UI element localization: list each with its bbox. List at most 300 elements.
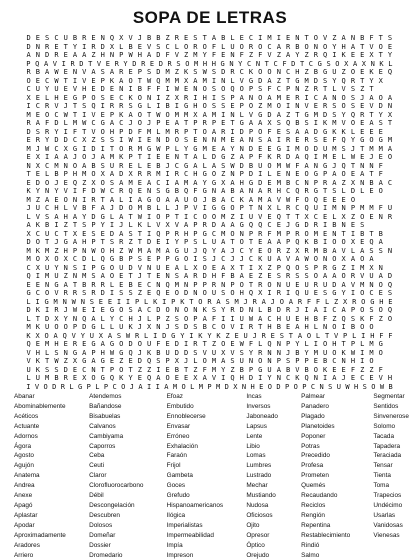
grid-letter[interactable]: X <box>80 136 89 145</box>
grid-letter[interactable]: B <box>172 187 181 196</box>
grid-letter[interactable]: W <box>126 247 135 256</box>
grid-letter[interactable]: L <box>200 238 209 247</box>
grid-letter[interactable]: X <box>265 119 274 128</box>
grid-letter[interactable]: R <box>295 298 304 307</box>
grid-letter[interactable]: L <box>339 187 348 196</box>
grid-letter[interactable]: G <box>237 221 246 230</box>
grid-letter[interactable]: R <box>43 102 52 111</box>
grid-letter[interactable]: D <box>154 51 163 60</box>
grid-letter[interactable]: P <box>154 255 163 264</box>
grid-letter[interactable]: O <box>209 213 218 222</box>
grid-letter[interactable]: O <box>311 34 320 43</box>
grid-letter[interactable]: K <box>117 153 126 162</box>
grid-letter[interactable]: O <box>246 102 255 111</box>
grid-letter[interactable]: A <box>107 170 116 179</box>
grid-letter[interactable]: M <box>219 213 228 222</box>
grid-letter[interactable]: C <box>33 102 42 111</box>
grid-letter[interactable]: A <box>246 196 255 205</box>
grid-letter[interactable]: E <box>274 170 283 179</box>
grid-letter[interactable]: A <box>61 153 70 162</box>
grid-letter[interactable]: U <box>87 332 96 341</box>
grid-letter[interactable]: I <box>70 187 79 196</box>
grid-letter[interactable]: X <box>61 255 70 264</box>
grid-letter[interactable]: F <box>314 298 323 307</box>
grid-letter[interactable]: E <box>209 264 218 273</box>
grid-letter[interactable]: J <box>209 255 218 264</box>
grid-letter[interactable]: G <box>218 60 227 69</box>
grid-letter[interactable]: S <box>52 366 61 375</box>
grid-letter[interactable]: T <box>246 281 255 290</box>
grid-letter[interactable]: M <box>311 247 320 256</box>
grid-letter[interactable]: O <box>376 306 385 315</box>
grid-letter[interactable]: D <box>135 357 144 366</box>
grid-letter[interactable]: E <box>385 43 394 52</box>
grid-letter[interactable]: V <box>367 43 376 52</box>
grid-letter[interactable]: Q <box>293 238 302 247</box>
grid-letter[interactable]: Z <box>89 136 98 145</box>
grid-letter[interactable]: L <box>256 306 265 315</box>
grid-letter[interactable]: Q <box>283 119 292 128</box>
grid-letter[interactable]: E <box>321 136 330 145</box>
grid-letter[interactable]: F <box>367 34 376 43</box>
grid-letter[interactable]: A <box>330 374 339 383</box>
grid-letter[interactable]: E <box>144 162 153 171</box>
grid-letter[interactable]: N <box>237 145 246 154</box>
grid-letter[interactable]: K <box>214 332 223 341</box>
grid-letter[interactable]: N <box>246 136 255 145</box>
grid-letter[interactable]: S <box>154 187 163 196</box>
grid-letter[interactable]: S <box>209 68 218 77</box>
grid-letter[interactable]: E <box>89 34 98 43</box>
grid-letter[interactable]: Z <box>61 357 70 366</box>
grid-letter[interactable]: C <box>110 383 119 392</box>
grid-letter[interactable]: A <box>228 221 237 230</box>
grid-letter[interactable]: O <box>277 298 286 307</box>
grid-letter[interactable]: G <box>52 281 61 290</box>
grid-letter[interactable]: D <box>289 60 298 69</box>
grid-letter[interactable]: A <box>89 68 98 77</box>
grid-letter[interactable]: P <box>135 68 144 77</box>
grid-letter[interactable]: F <box>330 136 339 145</box>
grid-letter[interactable]: R <box>302 136 311 145</box>
grid-letter[interactable]: E <box>61 51 70 60</box>
grid-letter[interactable]: S <box>98 68 107 77</box>
grid-letter[interactable]: M <box>43 247 52 256</box>
grid-letter[interactable]: S <box>126 230 135 239</box>
grid-letter[interactable]: H <box>274 315 283 324</box>
grid-letter[interactable]: L <box>330 85 339 94</box>
grid-letter[interactable]: I <box>80 264 89 273</box>
grid-letter[interactable]: N <box>191 85 200 94</box>
grid-letter[interactable]: S <box>219 162 228 171</box>
grid-letter[interactable]: A <box>219 196 228 205</box>
grid-letter[interactable]: M <box>172 281 181 290</box>
grid-letter[interactable]: O <box>376 281 385 290</box>
grid-letter[interactable]: H <box>98 349 107 358</box>
grid-letter[interactable]: A <box>107 196 116 205</box>
grid-letter[interactable]: M <box>163 68 172 77</box>
grid-letter[interactable]: O <box>358 213 367 222</box>
grid-letter[interactable]: I <box>80 145 89 154</box>
grid-letter[interactable]: A <box>80 349 89 358</box>
grid-letter[interactable]: V <box>52 102 61 111</box>
grid-letter[interactable]: R <box>70 289 79 298</box>
grid-letter[interactable]: H <box>274 187 283 196</box>
grid-letter[interactable]: S <box>98 136 107 145</box>
grid-letter[interactable]: F <box>89 204 98 213</box>
grid-letter[interactable]: T <box>367 170 376 179</box>
grid-letter[interactable]: Q <box>339 162 348 171</box>
grid-letter[interactable]: V <box>321 34 330 43</box>
grid-letter[interactable]: C <box>209 230 218 239</box>
grid-letter[interactable]: O <box>385 153 394 162</box>
grid-letter[interactable]: P <box>70 323 79 332</box>
grid-letter[interactable]: W <box>124 332 133 341</box>
grid-letter[interactable]: D <box>43 315 52 324</box>
grid-letter[interactable]: O <box>339 94 348 103</box>
grid-letter[interactable]: Y <box>246 349 255 358</box>
grid-letter[interactable]: B <box>311 238 320 247</box>
grid-letter[interactable]: F <box>154 85 163 94</box>
grid-letter[interactable]: B <box>348 323 357 332</box>
grid-letter[interactable]: D <box>172 349 181 358</box>
grid-letter[interactable]: N <box>246 187 255 196</box>
grid-letter[interactable]: S <box>87 298 96 307</box>
grid-letter[interactable]: X <box>24 94 33 103</box>
grid-letter[interactable]: A <box>24 51 33 60</box>
grid-letter[interactable]: G <box>311 170 320 179</box>
grid-letter[interactable]: Y <box>98 221 107 230</box>
grid-letter[interactable]: B <box>154 349 163 358</box>
grid-letter[interactable]: I <box>43 306 52 315</box>
grid-letter[interactable]: N <box>237 230 246 239</box>
grid-letter[interactable]: U <box>154 264 163 273</box>
grid-letter[interactable]: N <box>367 162 376 171</box>
grid-letter[interactable]: N <box>70 272 79 281</box>
grid-letter[interactable]: Y <box>339 111 348 120</box>
grid-letter[interactable]: V <box>358 272 367 281</box>
grid-letter[interactable]: K <box>358 315 367 324</box>
grid-letter[interactable]: Q <box>293 187 302 196</box>
grid-letter[interactable]: Q <box>144 357 153 366</box>
grid-letter[interactable]: P <box>274 264 283 273</box>
grid-letter[interactable]: V <box>80 77 89 86</box>
grid-letter[interactable]: X <box>228 264 237 273</box>
grid-letter[interactable]: G <box>61 238 70 247</box>
grid-letter[interactable]: W <box>61 111 70 120</box>
grid-letter[interactable]: H <box>339 43 348 52</box>
grid-letter[interactable]: A <box>209 128 218 137</box>
grid-letter[interactable]: E <box>182 34 191 43</box>
grid-letter[interactable]: J <box>293 306 302 315</box>
grid-letter[interactable]: B <box>367 179 376 188</box>
grid-letter[interactable]: O <box>61 323 70 332</box>
grid-letter[interactable]: D <box>246 374 255 383</box>
grid-letter[interactable]: L <box>135 162 144 171</box>
grid-letter[interactable]: T <box>321 187 330 196</box>
grid-letter[interactable]: O <box>89 170 98 179</box>
grid-letter[interactable]: C <box>311 94 320 103</box>
grid-letter[interactable]: O <box>200 128 209 137</box>
grid-letter[interactable]: V <box>237 77 246 86</box>
grid-letter[interactable]: O <box>135 94 144 103</box>
grid-letter[interactable]: N <box>98 34 107 43</box>
grid-letter[interactable]: Q <box>98 255 107 264</box>
grid-letter[interactable]: M <box>43 272 52 281</box>
grid-letter[interactable]: D <box>61 136 70 145</box>
grid-letter[interactable]: L <box>323 298 332 307</box>
grid-letter[interactable]: C <box>246 255 255 264</box>
grid-letter[interactable]: E <box>80 230 89 239</box>
grid-letter[interactable]: D <box>130 60 139 69</box>
grid-letter[interactable]: E <box>386 298 395 307</box>
grid-letter[interactable]: A <box>237 272 246 281</box>
grid-letter[interactable]: E <box>61 340 70 349</box>
grid-letter[interactable]: M <box>330 204 339 213</box>
grid-letter[interactable]: O <box>52 323 61 332</box>
grid-letter[interactable]: E <box>265 179 274 188</box>
grid-letter[interactable]: V <box>89 111 98 120</box>
grid-letter[interactable]: B <box>80 281 89 290</box>
grid-letter[interactable]: R <box>274 247 283 256</box>
grid-letter[interactable]: I <box>228 128 237 137</box>
grid-letter[interactable]: L <box>89 255 98 264</box>
grid-letter[interactable]: L <box>107 323 116 332</box>
grid-letter[interactable]: O <box>196 298 205 307</box>
grid-letter[interactable]: N <box>154 281 163 290</box>
grid-letter[interactable]: A <box>200 315 209 324</box>
grid-letter[interactable]: D <box>80 255 89 264</box>
grid-letter[interactable]: O <box>358 323 367 332</box>
grid-letter[interactable]: I <box>117 136 126 145</box>
grid-letter[interactable]: T <box>385 119 394 128</box>
grid-letter[interactable]: O <box>200 357 209 366</box>
grid-letter[interactable]: Z <box>172 68 181 77</box>
grid-letter[interactable]: G <box>246 179 255 188</box>
grid-letter[interactable]: P <box>311 179 320 188</box>
grid-letter[interactable]: P <box>102 383 111 392</box>
grid-letter[interactable]: D <box>77 60 86 69</box>
grid-letter[interactable]: H <box>191 170 200 179</box>
grid-letter[interactable]: P <box>89 264 98 273</box>
grid-letter[interactable]: Y <box>52 128 61 137</box>
grid-letter[interactable]: O <box>200 43 209 52</box>
grid-letter[interactable]: I <box>52 221 61 230</box>
grid-letter[interactable]: T <box>70 102 79 111</box>
grid-letter[interactable]: C <box>24 264 33 273</box>
grid-letter[interactable]: S <box>33 128 42 137</box>
grid-letter[interactable]: R <box>228 68 237 77</box>
grid-letter[interactable]: V <box>339 247 348 256</box>
grid-letter[interactable]: O <box>333 60 342 69</box>
grid-letter[interactable]: R <box>117 238 126 247</box>
grid-letter[interactable]: G <box>293 77 302 86</box>
grid-letter[interactable]: V <box>24 349 33 358</box>
grid-letter[interactable]: R <box>61 289 70 298</box>
grid-letter[interactable]: R <box>321 264 330 273</box>
grid-letter[interactable]: Z <box>144 366 153 375</box>
grid-letter[interactable]: O <box>98 128 107 137</box>
grid-letter[interactable]: O <box>117 340 126 349</box>
grid-letter[interactable]: X <box>367 264 376 273</box>
grid-letter[interactable]: I <box>182 340 191 349</box>
grid-letter[interactable]: M <box>43 374 52 383</box>
grid-letter[interactable]: N <box>339 221 348 230</box>
grid-letter[interactable]: Z <box>182 51 191 60</box>
grid-letter[interactable]: E <box>274 128 283 137</box>
grid-letter[interactable]: C <box>271 60 280 69</box>
grid-letter[interactable]: E <box>144 136 153 145</box>
grid-letter[interactable]: F <box>219 272 228 281</box>
grid-letter[interactable]: D <box>222 383 231 392</box>
grid-letter[interactable]: S <box>80 221 89 230</box>
grid-letter[interactable]: F <box>293 196 302 205</box>
grid-letter[interactable]: E <box>89 85 98 94</box>
grid-letter[interactable]: E <box>61 179 70 188</box>
grid-letter[interactable]: X <box>33 332 42 341</box>
grid-letter[interactable]: L <box>117 196 126 205</box>
grid-letter[interactable]: T <box>358 77 367 86</box>
grid-letter[interactable]: G <box>70 145 79 154</box>
grid-letter[interactable]: Y <box>107 315 116 324</box>
grid-letter[interactable]: B <box>358 230 367 239</box>
grid-letter[interactable]: E <box>293 170 302 179</box>
grid-letter[interactable]: O <box>367 323 376 332</box>
grid-letter[interactable]: M <box>107 153 116 162</box>
grid-letter[interactable]: I <box>80 43 89 52</box>
grid-letter[interactable]: M <box>51 298 60 307</box>
grid-letter[interactable]: R <box>200 221 209 230</box>
grid-letter[interactable]: Q <box>89 102 98 111</box>
grid-letter[interactable]: L <box>43 349 52 358</box>
grid-letter[interactable]: I <box>80 111 89 120</box>
grid-letter[interactable]: T <box>61 77 70 86</box>
grid-letter[interactable]: C <box>237 247 246 256</box>
grid-letter[interactable]: S <box>256 85 265 94</box>
grid-letter[interactable]: E <box>367 374 376 383</box>
grid-letter[interactable]: O <box>367 357 376 366</box>
grid-letter[interactable]: A <box>117 77 126 86</box>
grid-letter[interactable]: E <box>107 94 116 103</box>
grid-letter[interactable]: W <box>69 298 78 307</box>
grid-letter[interactable]: I <box>163 238 172 247</box>
grid-letter[interactable]: T <box>200 34 209 43</box>
grid-letter[interactable]: S <box>89 272 98 281</box>
grid-letter[interactable]: X <box>98 170 107 179</box>
grid-letter[interactable]: A <box>80 162 89 171</box>
grid-letter[interactable]: I <box>358 349 367 358</box>
grid-letter[interactable]: A <box>219 238 228 247</box>
grid-letter[interactable]: G <box>209 179 218 188</box>
grid-letter[interactable]: A <box>385 94 394 103</box>
grid-letter[interactable]: J <box>117 221 126 230</box>
grid-letter[interactable]: N <box>385 102 394 111</box>
grid-letter[interactable]: Q <box>182 187 191 196</box>
grid-letter[interactable]: V <box>302 102 311 111</box>
grid-letter[interactable]: E <box>33 111 42 120</box>
grid-letter[interactable]: Q <box>339 136 348 145</box>
grid-letter[interactable]: Q <box>246 289 255 298</box>
grid-letter[interactable]: Z <box>332 298 341 307</box>
grid-letter[interactable]: R <box>256 349 265 358</box>
grid-letter[interactable]: V <box>52 289 61 298</box>
grid-letter[interactable]: P <box>163 145 172 154</box>
grid-letter[interactable]: E <box>154 153 163 162</box>
grid-letter[interactable]: G <box>330 289 339 298</box>
grid-letter[interactable]: L <box>61 119 70 128</box>
grid-letter[interactable]: P <box>228 94 237 103</box>
grid-letter[interactable]: L <box>237 111 246 120</box>
grid-letter[interactable]: G <box>256 366 265 375</box>
grid-letter[interactable]: A <box>339 34 348 43</box>
grid-letter[interactable]: E <box>358 102 367 111</box>
grid-letter[interactable]: P <box>237 170 246 179</box>
grid-letter[interactable]: R <box>321 179 330 188</box>
grid-letter[interactable]: A <box>237 136 246 145</box>
grid-letter[interactable]: Q <box>107 374 116 383</box>
grid-letter[interactable]: D <box>98 289 107 298</box>
grid-letter[interactable]: R <box>33 136 42 145</box>
grid-letter[interactable]: A <box>265 94 274 103</box>
grid-letter[interactable]: A <box>265 196 274 205</box>
grid-letter[interactable]: D <box>154 306 163 315</box>
grid-letter[interactable]: K <box>24 187 33 196</box>
grid-letter[interactable]: F <box>321 315 330 324</box>
grid-letter[interactable]: P <box>191 281 200 290</box>
grid-letter[interactable]: G <box>144 196 153 205</box>
grid-letter[interactable]: A <box>228 179 237 188</box>
grid-letter[interactable]: E <box>339 366 348 375</box>
grid-letter[interactable]: C <box>182 170 191 179</box>
grid-letter[interactable]: N <box>311 43 320 52</box>
grid-letter[interactable]: H <box>302 315 311 324</box>
grid-letter[interactable]: D <box>246 170 255 179</box>
grid-letter[interactable]: U <box>283 315 292 324</box>
grid-letter[interactable]: C <box>307 60 316 69</box>
grid-letter[interactable]: M <box>135 247 144 256</box>
grid-letter[interactable]: O <box>359 298 368 307</box>
grid-letter[interactable]: Y <box>219 306 228 315</box>
grid-letter[interactable]: X <box>341 298 350 307</box>
grid-letter[interactable]: A <box>339 281 348 290</box>
grid-letter[interactable]: E <box>228 102 237 111</box>
grid-letter[interactable]: A <box>330 272 339 281</box>
grid-letter[interactable]: O <box>302 145 311 154</box>
grid-letter[interactable]: S <box>172 272 181 281</box>
grid-letter[interactable]: R <box>311 221 320 230</box>
grid-letter[interactable]: N <box>302 179 311 188</box>
grid-letter[interactable]: N <box>385 247 394 256</box>
grid-letter[interactable]: R <box>80 34 89 43</box>
grid-letter[interactable]: A <box>293 255 302 264</box>
grid-letter[interactable]: X <box>172 357 181 366</box>
grid-letter[interactable]: N <box>61 264 70 273</box>
grid-letter[interactable]: R <box>283 136 292 145</box>
grid-letter[interactable]: L <box>24 315 33 324</box>
grid-letter[interactable]: G <box>256 111 265 120</box>
grid-letter[interactable]: C <box>43 204 52 213</box>
grid-letter[interactable]: O <box>358 306 367 315</box>
grid-letter[interactable]: D <box>43 51 52 60</box>
grid-letter[interactable]: L <box>172 43 181 52</box>
grid-letter[interactable]: I <box>228 315 237 324</box>
grid-letter[interactable]: C <box>43 77 52 86</box>
grid-letter[interactable]: S <box>274 272 283 281</box>
grid-letter[interactable]: N <box>339 204 348 213</box>
grid-letter[interactable]: N <box>265 357 274 366</box>
grid-letter[interactable]: S <box>274 119 283 128</box>
grid-letter[interactable]: E <box>24 136 33 145</box>
